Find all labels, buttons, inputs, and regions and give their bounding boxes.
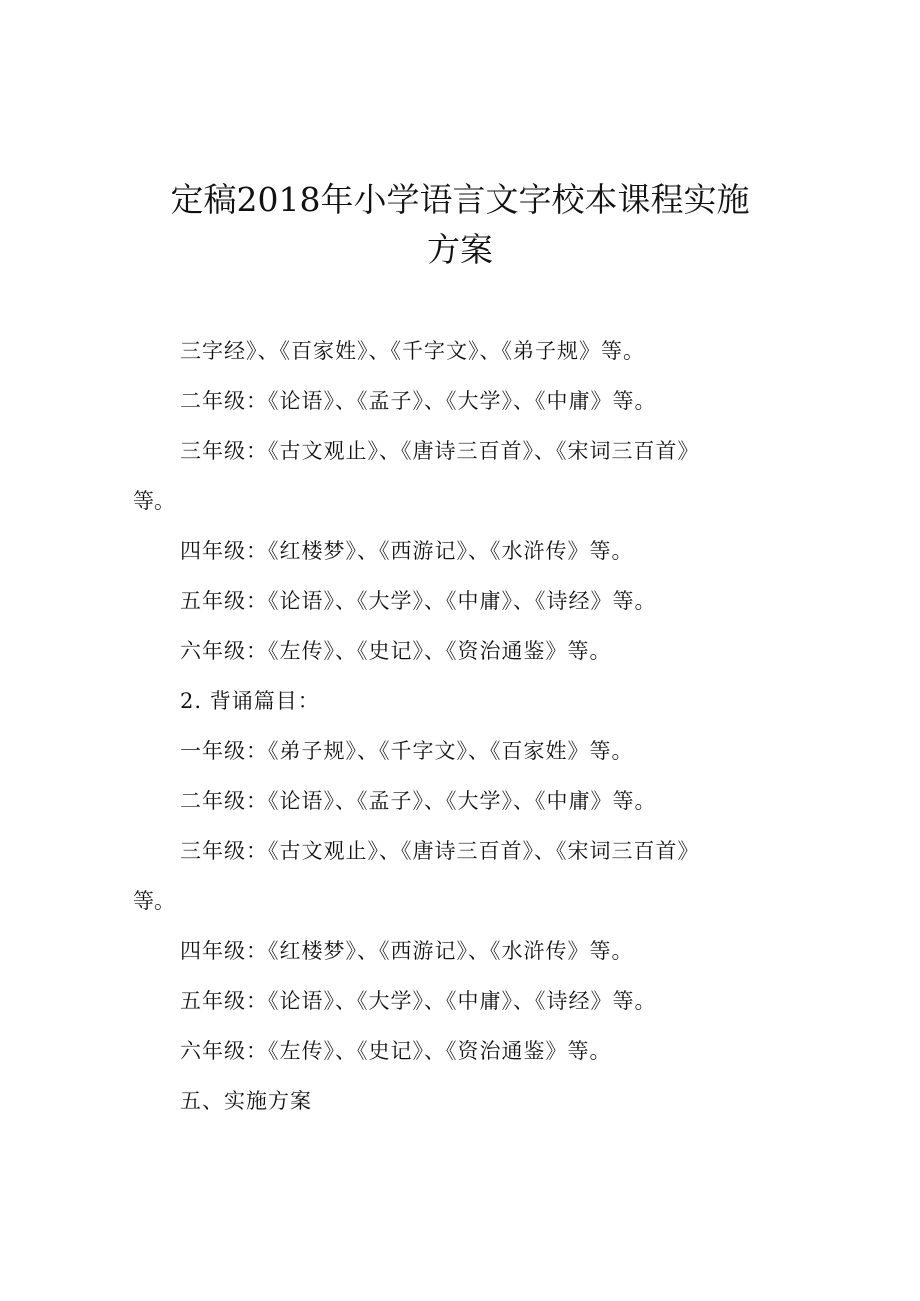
section-heading: 五、实施方案 [180, 1089, 312, 1113]
text-line: 四年级：《红楼梦》、《西游记》、《水浒传》等。 [180, 539, 634, 563]
text-line: 三字经》、《百家姓》、《千字文》、《弟子规》等。 [180, 339, 645, 363]
text-line: 三年级：《古文观止》、《唐诗三百首》、《宋词三百首》 [180, 439, 700, 463]
text-line-continuation: 等。 [133, 489, 175, 513]
document-title-line-2: 方案 [427, 230, 493, 269]
text-line: 五年级：《论语》、《大学》、《中庸》、《诗经》等。 [180, 589, 657, 613]
text-line-continuation: 等。 [133, 889, 175, 913]
document-title-line-1: 定稿2018年小学语言文字校本课程实施 [170, 180, 750, 219]
text-line: 三年级：《古文观止》、《唐诗三百首》、《宋词三百首》 [180, 839, 700, 863]
text-line: 六年级：《左传》、《史记》、《资治通鉴》等。 [180, 1039, 612, 1063]
text-line: 二年级：《论语》、《孟子》、《大学》、《中庸》等。 [180, 389, 657, 413]
text-line: 一年级：《弟子规》、《千字文》、《百家姓》等。 [180, 739, 634, 763]
text-line: 四年级：《红楼梦》、《西游记》、《水浒传》等。 [180, 939, 634, 963]
text-line: 六年级：《左传》、《史记》、《资治通鉴》等。 [180, 639, 612, 663]
section-heading: 2. 背诵篇目： [180, 689, 320, 713]
text-line: 五年级：《论语》、《大学》、《中庸》、《诗经》等。 [180, 989, 657, 1013]
text-line: 二年级：《论语》、《孟子》、《大学》、《中庸》等。 [180, 789, 657, 813]
